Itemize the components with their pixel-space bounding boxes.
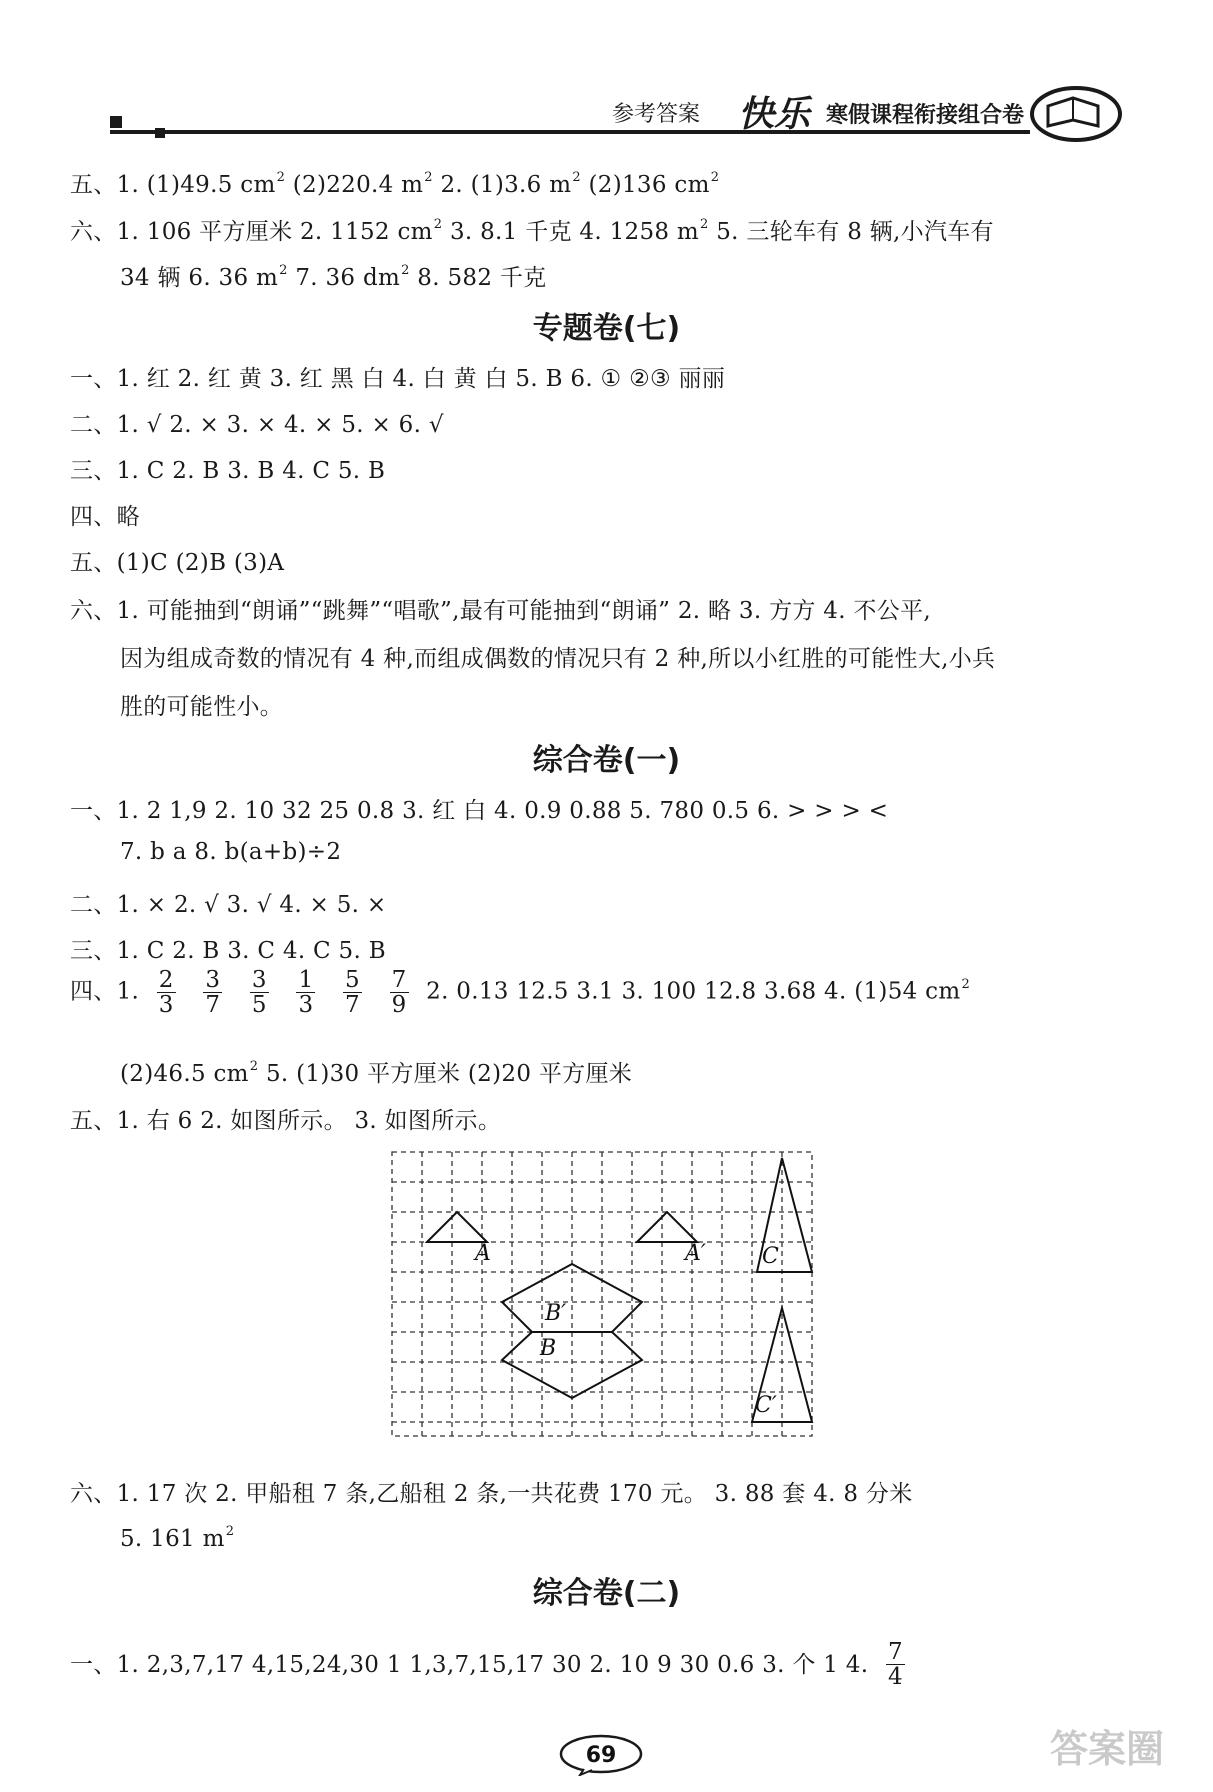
label-b-prime: B′ [545, 1301, 567, 1326]
label-b: B [540, 1336, 557, 1361]
answer-line: 六、1. 可能抽到“朗诵”“跳舞”“唱歌”,最有可能抽到“朗诵” 2. 略 3. 方方 4. 不公平, [70, 598, 931, 624]
answer-line: 胜的可能性小。 [120, 694, 284, 720]
answer-line: 一、1. 2,3,7,17 4,15,24,30 1 1,3,7,15,17 30 2. 10 9 30 0.6 3. 个 1 4. $\frac{7}{4}$ [70, 1639, 903, 1691]
answer-line: 二、1. × 2. √ 3. √ 4. × 5. × [70, 892, 387, 918]
dashed-grid [392, 1152, 812, 1436]
answer-line: 三、1. C 2. B 3. C 4. C 5. B [70, 938, 386, 964]
fraction: $\frac{3}{5}$ [251, 967, 267, 1019]
answer-line: 一、1. 红 2. 红 黄 3. 红 黑 白 4. 白 黄 白 5. B 6. ① ②③ 丽丽 [70, 366, 726, 392]
answer-line: 二、1. √ 2. × 3. × 4. × 5. × 6. √ [70, 412, 444, 438]
fraction: $\frac{1}{3}$ [298, 967, 314, 1019]
answer-line: 五、1. 右 6 2. 如图所示。 3. 如图所示。 [70, 1108, 502, 1134]
answer-line: 三、1. C 2. B 3. B 4. C 5. B [70, 458, 386, 484]
answer-line: 5. 161 $m^2$ [120, 1524, 235, 1552]
header-rule [110, 130, 1030, 134]
fraction: $\frac{2}{3}$ [158, 967, 174, 1019]
svg-text:答案圈: 答案圈 [1050, 1727, 1165, 1771]
fraction: $\frac{7}{9}$ [391, 967, 407, 1019]
header-answer-label: 参考答案 [612, 102, 701, 127]
header-square-decoration [110, 116, 122, 128]
answer-line: (2)46.5 $cm^2$ 5. (1)30 平方厘米 (2)20 平方厘米 [120, 1059, 633, 1087]
fraction: $\frac{3}{7}$ [205, 967, 221, 1019]
answer-line-6-cont: 34 辆 6. 36 $m^2$ 7. 36 $dm^2$ 8. 582 千克 [120, 263, 547, 291]
triangle-a-prime [637, 1212, 697, 1242]
grid-figure [390, 1150, 815, 1440]
label-a: A [475, 1241, 491, 1266]
page-header [0, 0, 1213, 150]
section-title: 专题卷(七) [532, 311, 681, 346]
section-title: 综合卷(一) [532, 743, 681, 778]
fraction: $\frac{5}{7}$ [345, 967, 360, 1019]
answer-line-fractions: 四、1. $\frac{2}{3}$ $\frac{3}{7}$ $\frac{3}{5}$ $\frac{1}{3}$ $\frac{5}{7}$ $\frac{7}{9}$ 2. 0.13 12.5 3.1 3. 100 12.8 3.68 4. (1)54 $cm^2$ [70, 967, 971, 1019]
page-number-badge [556, 1732, 646, 1776]
header-series-title: 寒假课程衔接组合卷 [826, 103, 1025, 128]
label-c: C [762, 1244, 779, 1269]
answer-line: 四、略 [70, 504, 140, 530]
answer-line: 因为组成奇数的情况有 4 种,而组成偶数的情况只有 2 种,所以小红胜的可能性大,小兵 [120, 646, 996, 672]
answer-line-5: 五、1. (1)49.5 $cm^2$ (2)220.4 $m^2$ 2. (1)3.6 $m^2$ (2)136 $cm^2$ [70, 170, 720, 198]
section-title: 综合卷(二) [532, 1576, 681, 1611]
label-c-prime: C′ [755, 1393, 777, 1418]
page-number: 69 [585, 1743, 617, 1768]
label-a-prime: A′ [685, 1241, 706, 1266]
answer-line-6: 六、1. 106 平方厘米 2. 1152 $cm^2$ 3. 8.1 千克 4. 1258 $m^2$ 5. 三轮车有 8 辆,小汽车有 [70, 217, 994, 245]
triangle-a [427, 1212, 487, 1242]
answer-line: 7. b a 8. b(a+b)÷2 [120, 839, 342, 865]
book-logo-icon [1028, 76, 1128, 146]
header-brand: 快乐 [738, 94, 811, 135]
fraction: $\frac{7}{4}$ [887, 1639, 903, 1691]
answer-line: 一、1. 2 1,9 2. 10 32 25 0.8 3. 红 白 4. 0.9 0.88 5. 780 0.5 6. > > > < [70, 798, 889, 824]
answer-line: 六、1. 17 次 2. 甲船租 7 条,乙船租 2 条,一共花费 170 元。 3. 88 套 4. 8 分米 [70, 1481, 913, 1507]
answer-line: 五、(1)C (2)B (3)A [70, 550, 285, 576]
watermark-logo [1050, 1720, 1200, 1782]
